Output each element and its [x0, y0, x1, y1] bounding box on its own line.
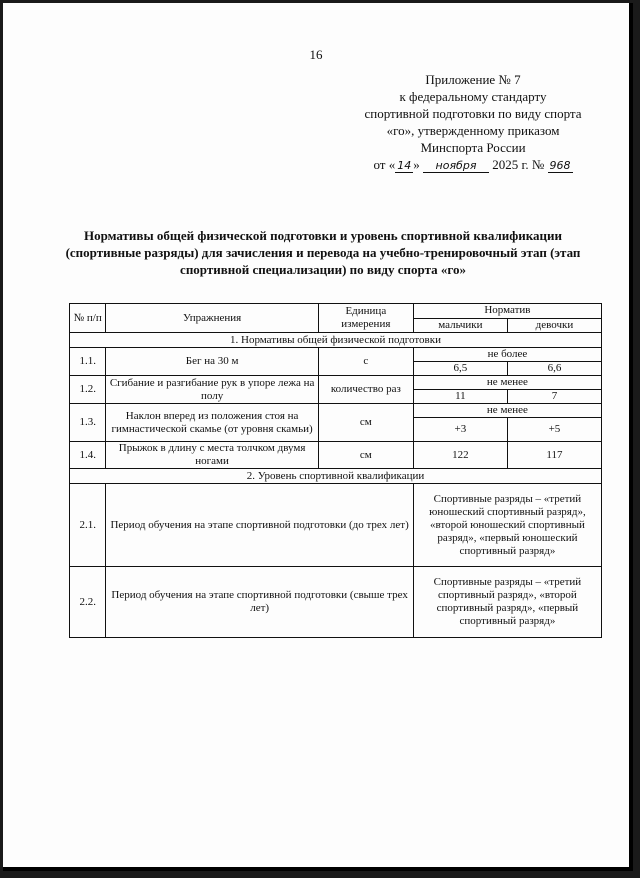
- section-title: 2. Уровень спортивной квалификации: [70, 469, 602, 484]
- date-month-handwritten: ноября: [423, 159, 489, 173]
- row-girls-value: 7: [507, 390, 601, 404]
- row-girls-value: 6,6: [507, 362, 601, 376]
- row-exercise: Прыжок в длину с места толчком двумя ногами: [106, 442, 318, 469]
- row-num: 1.3.: [70, 404, 106, 442]
- norms-table: [69, 303, 602, 638]
- table-row: [70, 376, 602, 390]
- row-num: 2.2.: [70, 567, 106, 638]
- header-norm: Норматив: [413, 304, 601, 319]
- header-girls: девочки: [507, 318, 601, 333]
- row-boys-value: +3: [413, 418, 507, 442]
- row-num: 1.2.: [70, 376, 106, 404]
- row-exercise: Наклон вперед из положения стоя на гимнастической скамье (от уровня скамьи): [106, 404, 318, 442]
- section-row: [70, 333, 602, 348]
- row-girls-value: 117: [507, 442, 601, 469]
- row-num: 1.4.: [70, 442, 106, 469]
- row-unit: количество раз: [318, 376, 413, 404]
- appendix-line: спортивной подготовки по виду спорта: [364, 106, 582, 121]
- table-row: [70, 404, 602, 418]
- table-row: [70, 348, 602, 362]
- appendix-line: Минспорта России: [420, 140, 526, 155]
- row-boys-value: 6,5: [413, 362, 507, 376]
- section-row: [70, 469, 602, 484]
- table-row: [70, 567, 602, 638]
- date-day-handwritten: 14: [397, 159, 412, 172]
- row-qualifier: не менее: [413, 376, 601, 390]
- date-year: 2025 г. №: [492, 157, 545, 172]
- row-unit: с: [318, 348, 413, 376]
- row-period: Период обучения на этапе спортивной подготовки (до трех лет): [106, 484, 413, 567]
- table-row: [70, 484, 602, 567]
- row-unit: см: [318, 442, 413, 469]
- row-exercise: Сгибание и разгибание рук в упоре лежа на полу: [106, 376, 318, 404]
- appendix-line: «го», утвержденному приказом: [386, 123, 560, 138]
- table-header-row: [70, 304, 602, 319]
- row-unit: см: [318, 404, 413, 442]
- appendix-line: Приложение № 7: [425, 72, 521, 87]
- row-qualifier: не более: [413, 348, 601, 362]
- header-num: № п/п: [70, 304, 106, 333]
- row-boys-value: 122: [413, 442, 507, 469]
- row-boys-value: 11: [413, 390, 507, 404]
- date-mid: »: [413, 157, 420, 172]
- page-number: 16: [309, 47, 323, 62]
- row-num: 2.1.: [70, 484, 106, 567]
- row-exercise: Бег на 30 м: [106, 348, 318, 376]
- date-prefix: от «: [373, 157, 396, 172]
- row-num: 1.1.: [70, 348, 106, 376]
- order-number-handwritten: 968: [549, 159, 571, 172]
- document-title: Нормативы общей физической подготовки и уровень спортивной квалификации (спортивные разряды) для зачисления и перевода на учебно-тренировочный этап (этап спортивной специализации) по виду спорта «го»: [65, 228, 581, 277]
- row-period: Период обучения на этапе спортивной подготовки (свыше трех лет): [106, 567, 413, 638]
- document-page: [3, 3, 633, 871]
- row-qualifier: не менее: [413, 404, 601, 418]
- row-requirement: Спортивные разряды – «третий юношеский спортивный разряд», «второй юношеский спортивный разряд», «первый юношеский спортивный разряд»: [413, 484, 601, 567]
- appendix-line: к федеральному стандарту: [399, 89, 547, 104]
- appendix-header: [343, 71, 603, 173]
- header-unit: Единица измерения: [318, 304, 413, 333]
- table-row: [70, 442, 602, 469]
- order-date-line: [343, 156, 603, 173]
- header-boys: мальчики: [413, 318, 507, 333]
- header-exercise: Упражнения: [106, 304, 318, 333]
- row-girls-value: +5: [507, 418, 601, 442]
- row-requirement: Спортивные разряды – «третий спортивный разряд», «второй спортивный разряд», «первый спортивный разряд»: [413, 567, 601, 638]
- section-title: 1. Нормативы общей физической подготовки: [70, 333, 602, 348]
